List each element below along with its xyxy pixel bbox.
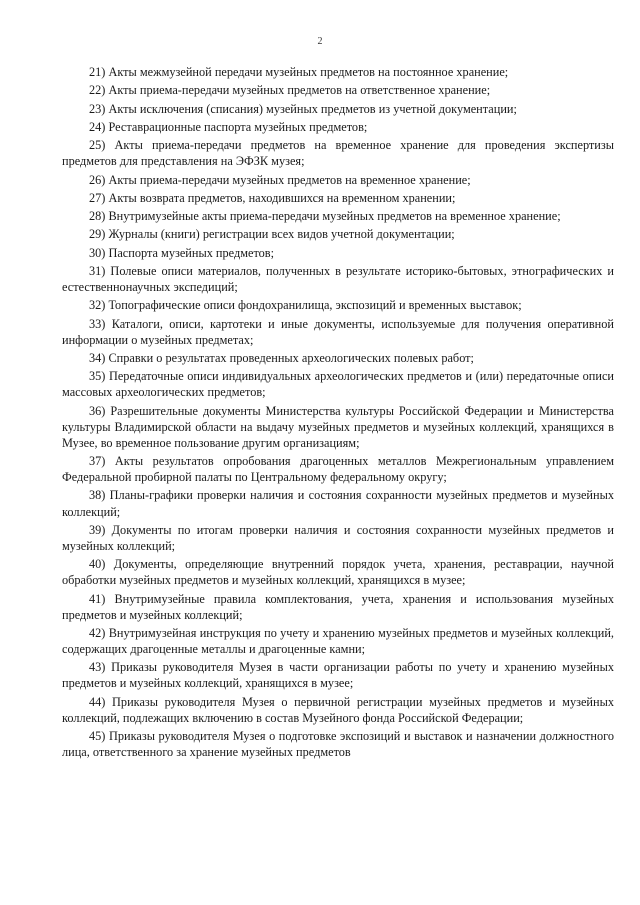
list-item: 30) Паспорта музейных предметов;	[89, 245, 275, 260]
list-item: 44) Приказы руководителя Музея о первичной регистрации музейных предметов и музейных коллекций, подлежащих включению в состав Музейного фонда Российской Федерации;	[62, 694, 614, 725]
list-item: 42) Внутримузейная инструкция по учету и хранению музейных предметов и музейных коллекций, содержащих драгоценные металлы и драгоценные камни;	[62, 625, 614, 657]
list-item: 33) Каталоги, описи, картотеки и иные документы, используемые для получения оперативной информации о музейных предметах;	[62, 316, 614, 347]
list-item: 38) Планы-графики проверки наличия и состояния сохранности музейных предметов и музейных коллекций;	[62, 488, 614, 519]
list-item: 25) Акты приема-передачи предметов на временное хранение для проведения экспертизы предметов для представления на ЭФЗК музея;	[62, 138, 614, 169]
list-item: 32) Топографические описи фондохранилища, экспозиций и временных выставок;	[89, 298, 522, 313]
document-body	[62, 64, 614, 762]
list-item: 37) Акты результатов опробования драгоценных металлов Межрегиональным управлением Федеральной пробирной палаты по Центральному федеральному округу;	[62, 454, 614, 485]
list-item: 26) Акты приема-передачи музейных предметов на временное хранение;	[89, 172, 471, 187]
list-item: 40) Документы, определяющие внутренний порядок учета, хранения, реставрации, научной обработки музейных предметов и музейных коллекций, хранящихся в музее;	[62, 557, 614, 588]
list-item: 21) Акты межмузейной передачи музейных предметов на постоянное хранение;	[89, 65, 509, 79]
list-item: 34) Справки о результатах проведенных археологических полевых работ;	[89, 350, 474, 365]
list-item: 36) Разрешительные документы Министерства культуры Российской Федерации и Министерства культуры Владимирской области на выдачу музейных предметов и музейных коллекций, хранящихся в Музее, во временное пользование другим организациям;	[62, 403, 614, 450]
list-item: 29) Журналы (книги) регистрации всех видов учетной документации;	[89, 227, 455, 242]
list-item: 41) Внутримузейные правила комплектования, учета, хранения и использования музейных предметов и музейных коллекций;	[62, 591, 614, 622]
list-item: 45) Приказы руководителя Музея о подготовке экспозиций и выставок и назначении должностного лица, ответственного за хранение музейных предметов	[62, 729, 614, 760]
list-item: 22) Акты приема-передачи музейных предметов на ответственное хранение;	[89, 83, 491, 98]
page-number: 2	[317, 36, 323, 47]
list-item: 27) Акты возврата предметов, находившихся на временном хранении;	[89, 190, 456, 205]
list-item: 39) Документы по итогам проверки наличия и состояния сохранности музейных предметов и музейных коллекций;	[62, 522, 614, 553]
list-item: 24) Реставрационные паспорта музейных предметов;	[89, 119, 368, 134]
list-item: 31) Полевые описи материалов, полученных в результате историко-бытовых, этнографических и естественнонаучных экспедиций;	[62, 263, 614, 294]
list-item: 28) Внутримузейные акты приема-передачи музейных предметов на временное хранение;	[89, 209, 561, 224]
list-item: 23) Акты исключения (списания) музейных предметов из учетной документации;	[89, 101, 517, 116]
list-item: 35) Передаточные описи индивидуальных археологических предметов и (или) передаточные описи массовых археологических предметов;	[62, 369, 614, 400]
list-item: 43) Приказы руководителя Музея в части организации работы по учету и хранению музейных предметов и музейных коллекций, хранящихся в музее;	[62, 660, 614, 691]
